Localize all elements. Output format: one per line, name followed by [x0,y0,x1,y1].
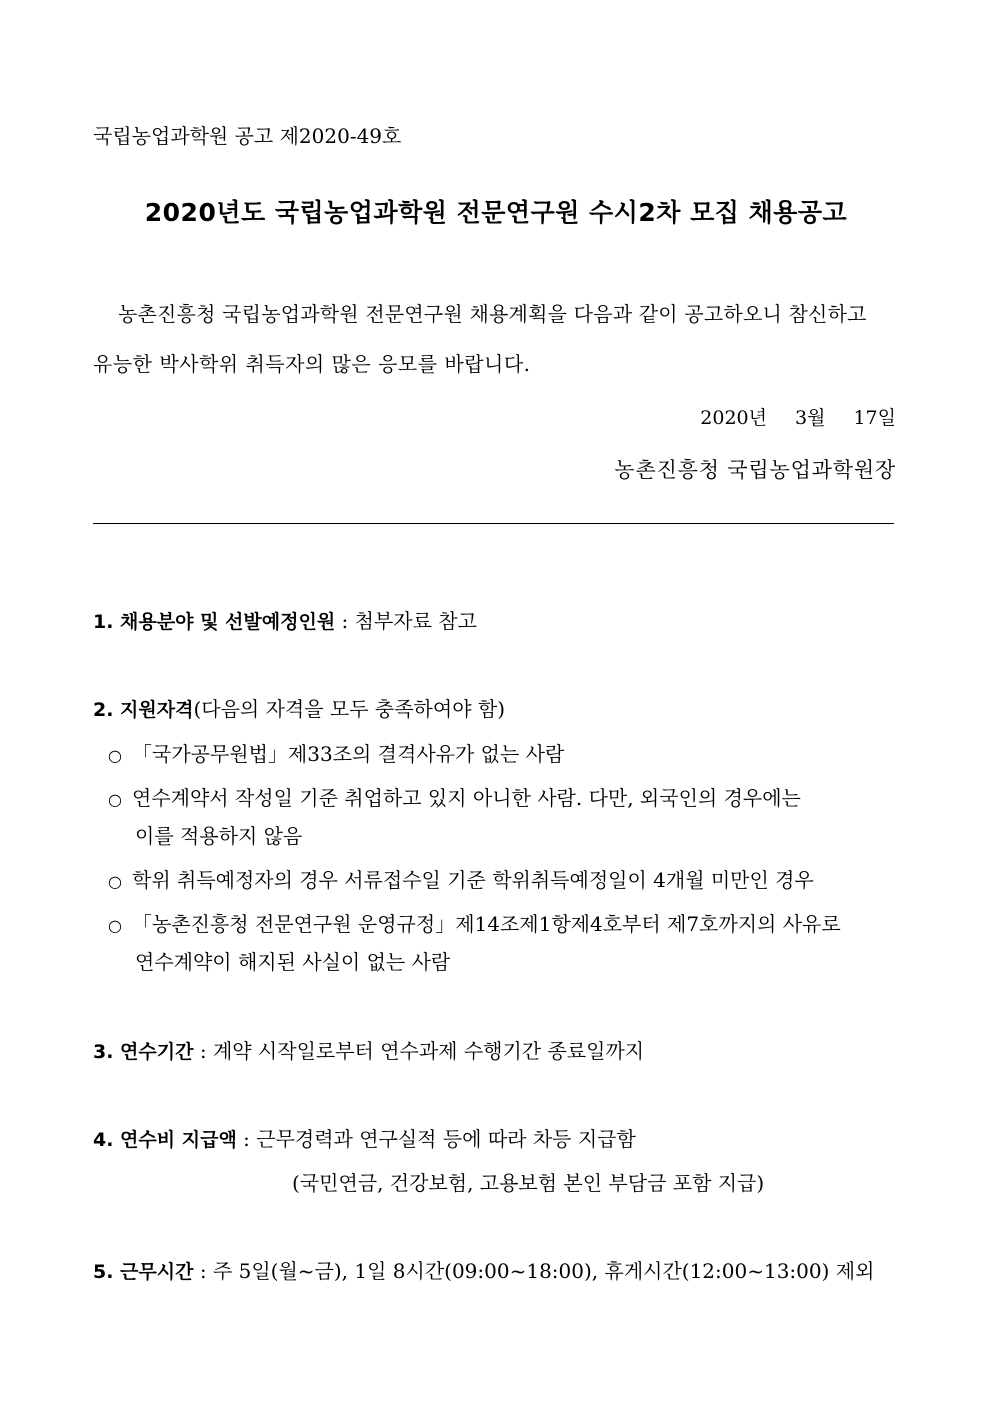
section-1 [93,605,477,634]
qualification-item [108,782,801,811]
section-2-text: (다음의 자격을 모두 충족하여야 함) [193,697,505,721]
section-3 [93,1035,644,1064]
date-year: 2020년 [700,407,768,429]
qualification-text: 「농촌진흥청 전문연구원 운영규정」제14조제1항제4호부터 제7호까지의 사유로 [132,912,841,936]
bullet-circle: ○ [108,872,122,891]
section-4-heading: 4. 연수비 지급액 [93,1129,237,1151]
qualification-continuation: 연수계약이 해지된 사실이 없는 사람 [135,950,451,974]
horizontal-divider [93,523,894,524]
section-4-note: (국민연금, 건강보험, 고용보험 본인 부담금 포함 지급) [292,1171,765,1195]
section-4 [93,1123,636,1152]
intro-line-2: 유능한 박사학위 취득자의 많은 응모를 바랍니다. [93,352,531,376]
section-2-heading: 2. 지원자격 [93,699,194,721]
bullet-circle: ○ [108,790,122,809]
section-3-heading: 3. 연수기간 [93,1041,194,1063]
qualification-item [108,738,564,767]
qualification-continuation: 이를 적용하지 않음 [135,824,303,848]
section-1-heading: 1. 채용분야 및 선발예정인원 [93,611,336,633]
section-2 [93,693,505,722]
page-title: 2020년도 국립농업과학원 전문연구원 수시2차 모집 채용공고 [144,198,848,227]
qualification-text: 학위 취득예정자의 경우 서류접수일 기준 학위취득예정일이 4개월 미만인 경우 [132,868,814,892]
section-4-text: : 근무경력과 연구실적 등에 따라 차등 지급함 [236,1127,636,1151]
qualification-item [108,908,841,937]
section-5-text: : 주 5일(월~금), 1일 8시간(09:00~18:00), 휴게시간(12:00~13:00) 제외 [193,1259,875,1283]
section-1-text: : 첨부자료 참고 [335,609,477,633]
qualification-text: 「국가공무원법」제33조의 결격사유가 없는 사람 [132,742,565,766]
qualification-item [108,864,814,893]
bullet-circle: ○ [108,746,122,765]
issuer: 농촌진흥청 국립농업과학원장 [614,458,896,482]
date-month: 3월 [795,407,826,429]
section-5-heading: 5. 근무시간 [93,1261,194,1283]
bullet-circle: ○ [108,916,122,935]
qualification-text: 연수계약서 작성일 기준 취업하고 있지 아니한 사람. 다만, 외국인의 경우에는 [132,786,801,810]
intro-line-1: 농촌진흥청 국립농업과학원 전문연구원 채용계획을 다음과 같이 공고하오니 참신하고 [118,302,867,326]
section-3-text: : 계약 시작일로부터 연수과제 수행기간 종료일까지 [193,1039,645,1063]
date-day: 17일 [853,407,896,429]
section-5 [93,1255,874,1284]
announcement-date [700,403,896,430]
notice-number: 국립농업과학원 공고 제2020-49호 [93,124,402,148]
